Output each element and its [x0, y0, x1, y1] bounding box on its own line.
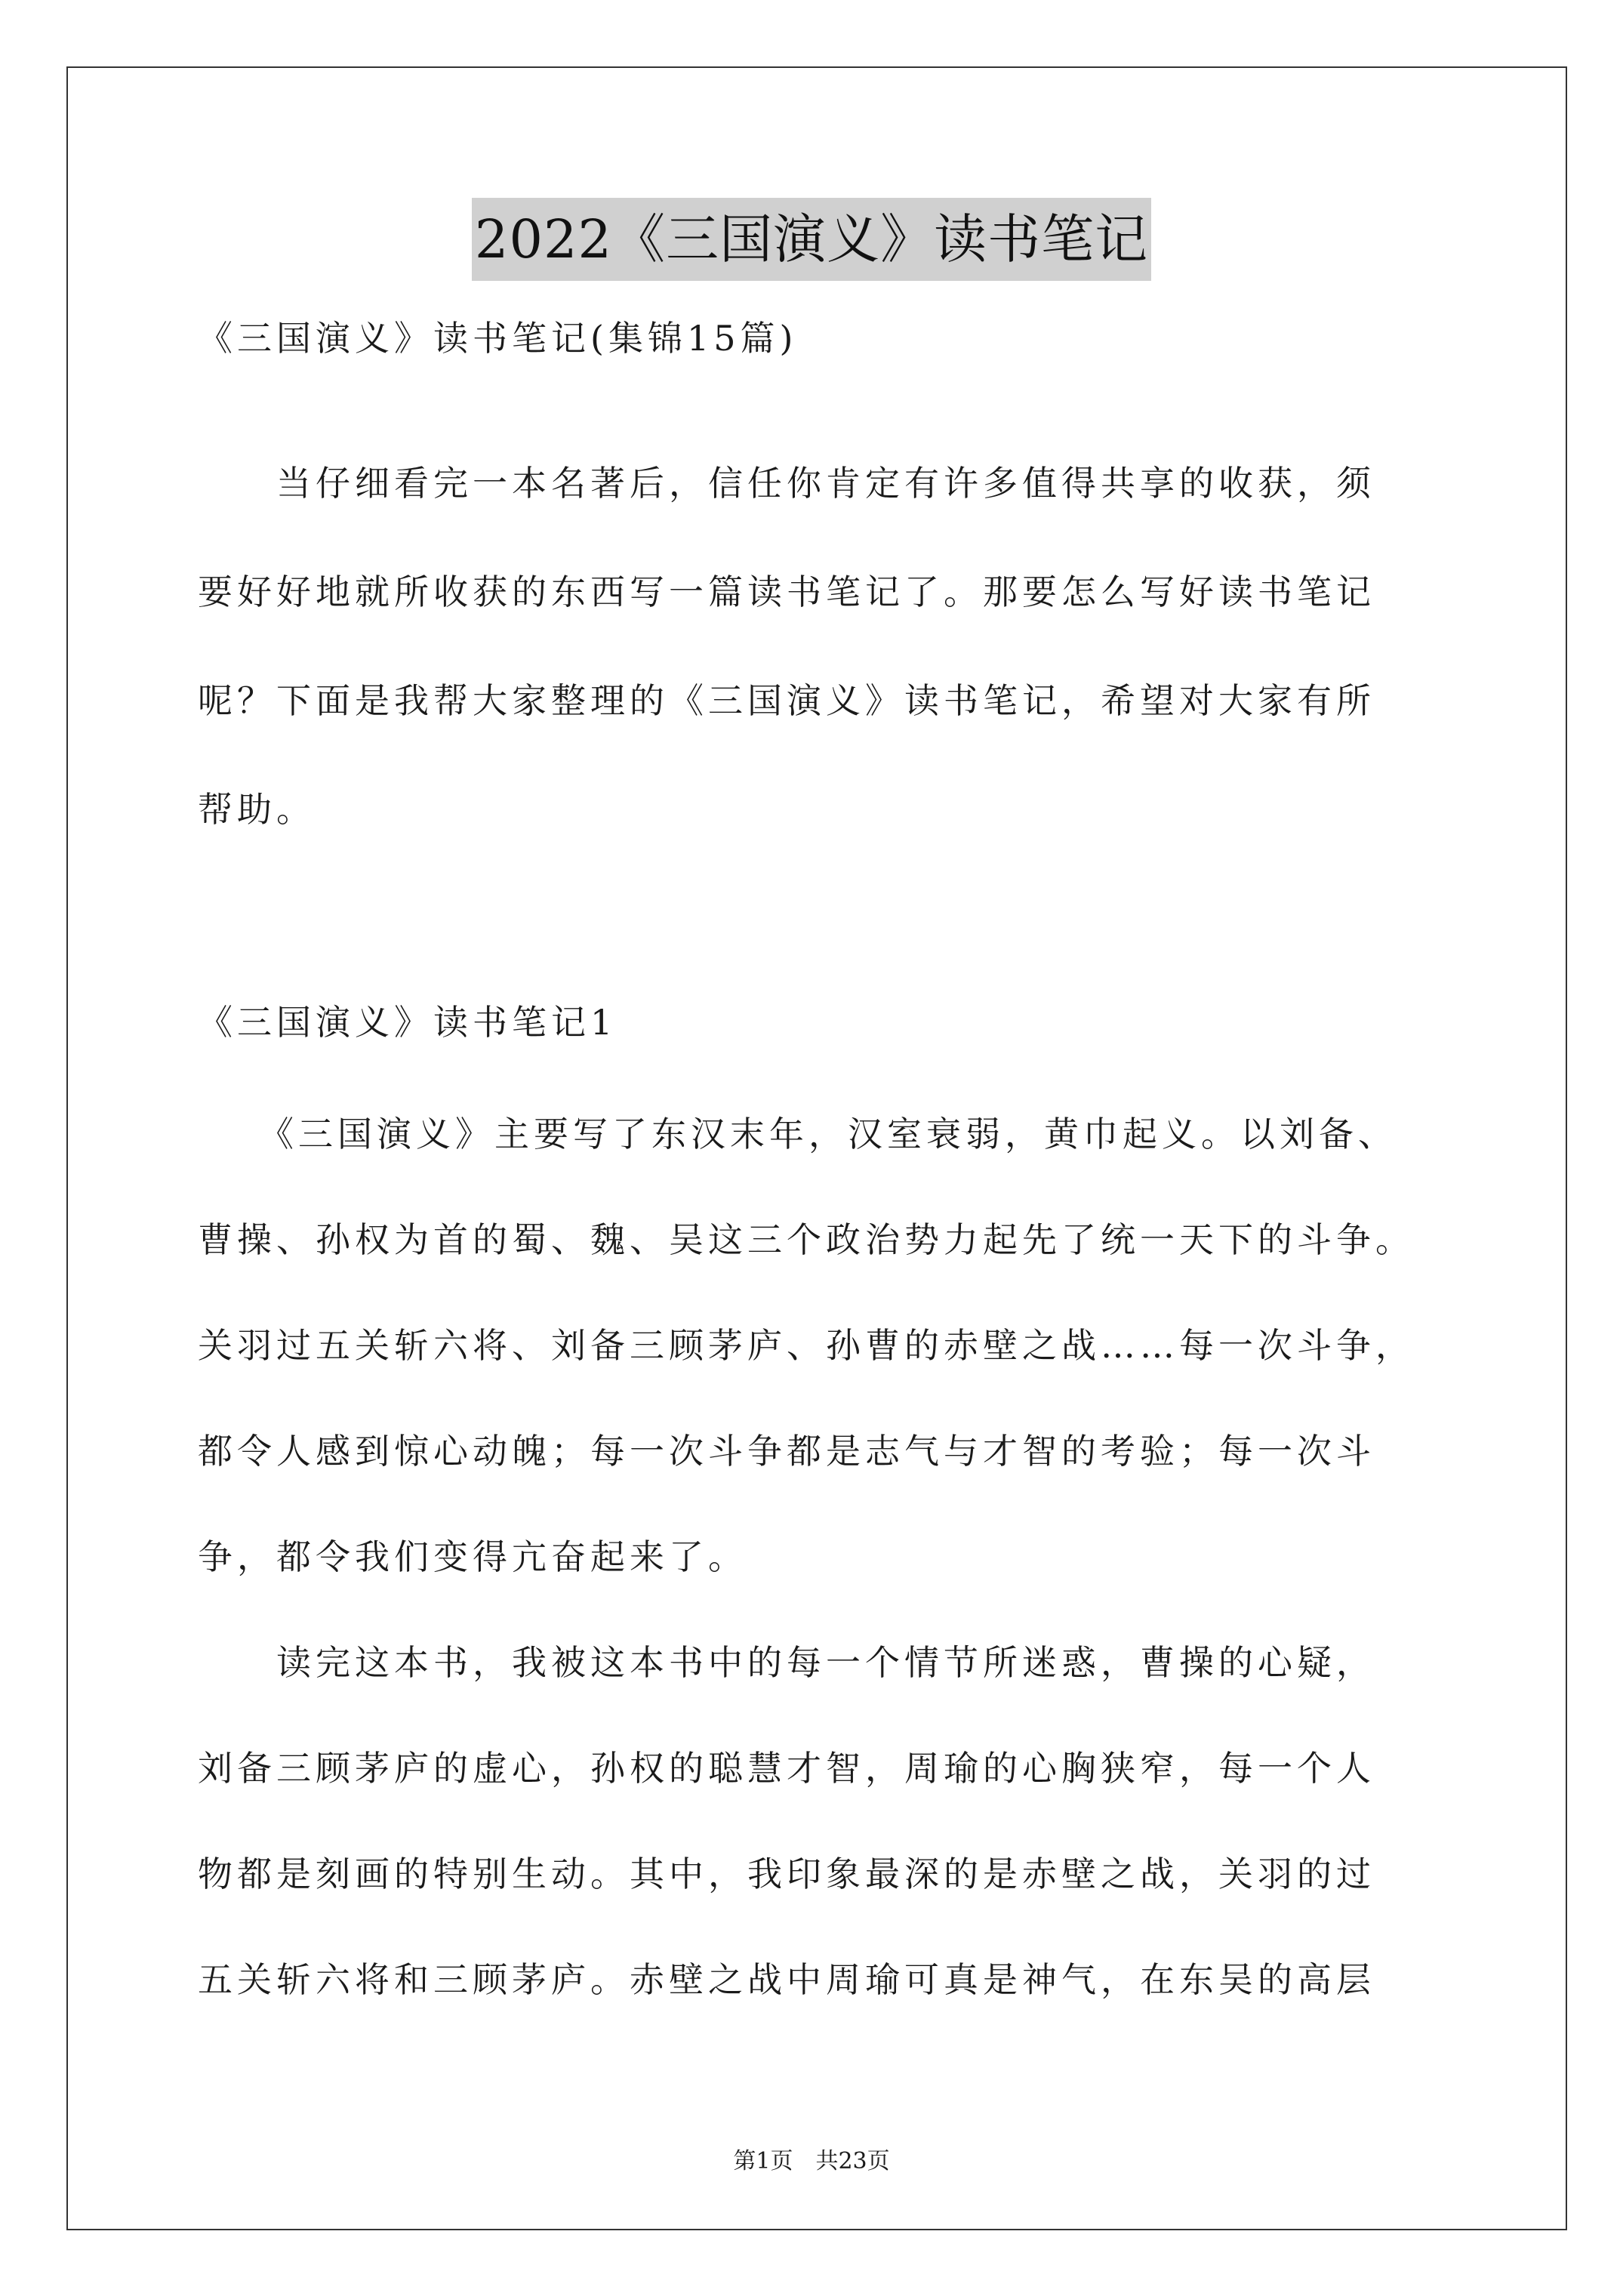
paragraph-line: 关羽过五关斩六将、刘备三顾茅庐、孙曹的赤壁之战……每一次斗争，: [198, 1325, 1415, 1366]
paragraph-line: 物都是刻画的特别生动。其中，我印象最深的是赤壁之战，关羽的过: [198, 1854, 1375, 1894]
page-number: 第1页 共23页: [733, 2148, 890, 2174]
paragraph-line: 争，都令我们变得亢奋起来了。: [198, 1536, 747, 1577]
paragraph-line: 帮助。: [198, 789, 316, 830]
section-heading: 《三国演义》读书笔记1: [198, 1002, 617, 1043]
paragraph-line: 呢？下面是我帮大家整理的《三国演义》读书笔记，希望对大家有所: [198, 680, 1375, 721]
document-title: 2022《三国演义》读书笔记: [472, 198, 1151, 281]
paragraph-line: 曹操、孙权为首的蜀、魏、吴这三个政治势力起先了统一天下的斗争。: [198, 1219, 1415, 1260]
title-container: [0, 198, 1623, 281]
paragraph-line: 要好好地就所收获的东西写一篇读书笔记了。那要怎么写好读书笔记: [198, 572, 1375, 612]
paragraph-line: 刘备三顾茅庐的虚心，孙权的聪慧才智，周瑜的心胸狭窄，每一个人: [198, 1748, 1375, 1789]
paragraph-line: 《三国演义》主要写了东汉末年，汉室衰弱，黄巾起义。以刘备、: [198, 1114, 1397, 1154]
paragraph-line: 五关斩六将和三顾茅庐。赤壁之战中周瑜可真是神气，在东吴的高层: [198, 1959, 1375, 2000]
paragraph-line: 读完这本书，我被这本书中的每一个情节所迷惑，曹操的心疑，: [198, 1642, 1375, 1683]
document-subtitle: 《三国演义》读书笔记(集锦15篇): [198, 318, 798, 359]
page-footer: [0, 2147, 1623, 2177]
paragraph-line: 当仔细看完一本名著后，信任你肯定有许多值得共享的收获，须: [198, 463, 1375, 504]
paragraph-line: 都令人感到惊心动魄；每一次斗争都是志气与才智的考验；每一次斗: [198, 1431, 1375, 1472]
